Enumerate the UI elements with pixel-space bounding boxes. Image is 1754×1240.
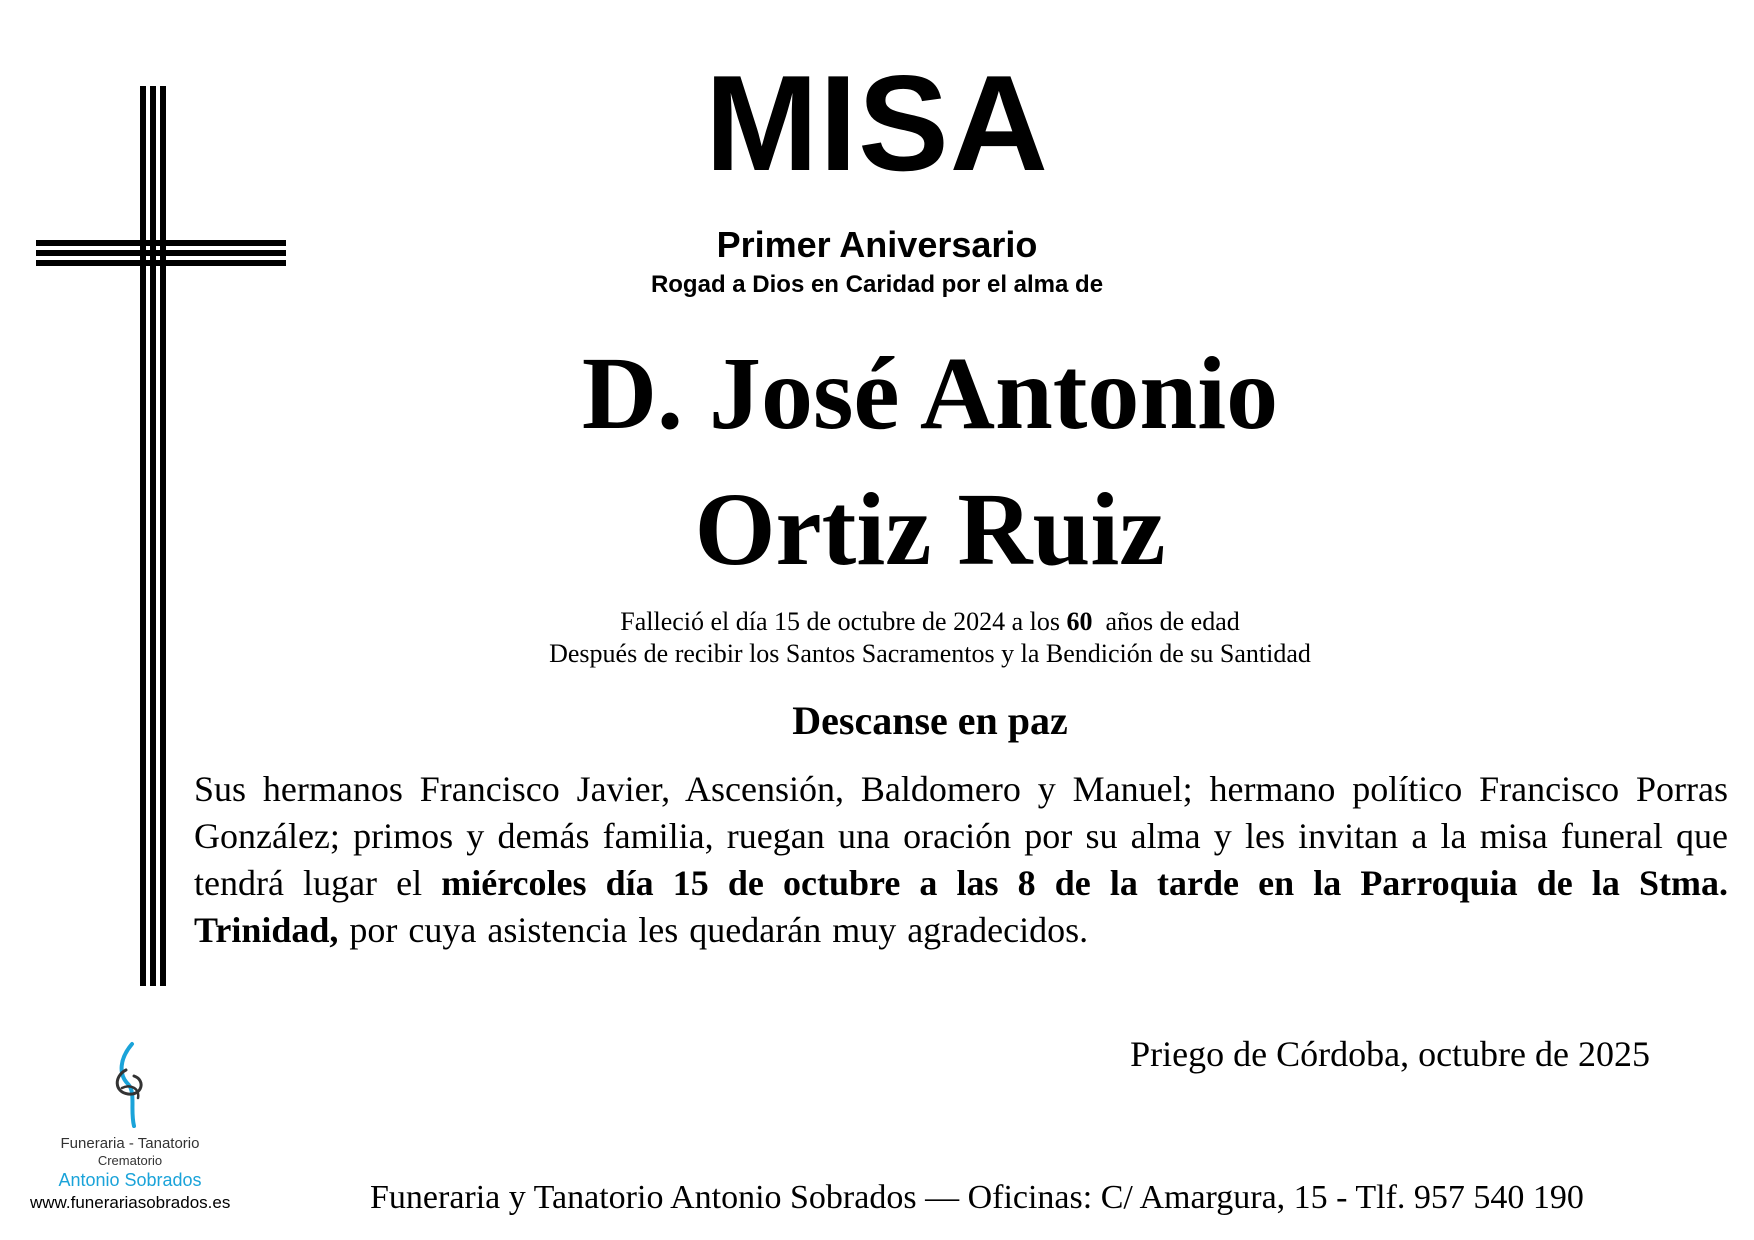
death-date-line bbox=[250, 606, 1610, 638]
footer-contact: Funeraria y Tanatorio Antonio Sobrados — Oficinas: C/ Amargura, 15 - Tlf. 957 540 190 bbox=[370, 1179, 1584, 1216]
death-age-suffix: años de edad bbox=[1092, 607, 1240, 636]
notice-subtitle: Primer Aniversario bbox=[716, 224, 1038, 265]
sacraments-line: Después de recibir los Santos Sacramentos y la Bendición de su Santidad bbox=[549, 639, 1311, 668]
notice-title: MISA bbox=[705, 47, 1049, 199]
deceased-name-line2: Ortiz Ruiz bbox=[694, 472, 1166, 587]
invitation-paragraph bbox=[194, 766, 1728, 954]
death-age: 60 bbox=[1066, 607, 1093, 636]
rest-in-peace: Descanse en paz bbox=[792, 698, 1068, 743]
funeral-home-logo-icon bbox=[100, 1040, 160, 1130]
invitation-mass-details: miércoles día 15 de octubre a las 8 de la tarde en la Parroquia de la Stma. Trinidad, bbox=[194, 863, 1728, 950]
website-link[interactable]: www.funerariasobrados.es bbox=[30, 1193, 231, 1212]
deceased-name-line1: D. José Antonio bbox=[581, 336, 1279, 451]
logo-line-crematorio: Crematorio bbox=[97, 1153, 163, 1168]
place-date: Priego de Córdoba, octubre de 2025 bbox=[1130, 1034, 1650, 1074]
death-date-text: Falleció el día 15 de octubre de 2024 a los bbox=[620, 607, 1067, 636]
invitation-closing: por cuya asistencia les quedarán muy agradecidos. bbox=[338, 910, 1089, 950]
logo-line-funeraria: Funeraria - Tanatorio bbox=[60, 1135, 200, 1152]
prayer-line: Rogad a Dios en Caridad por el alma de bbox=[650, 271, 1104, 298]
death-details bbox=[250, 606, 1610, 670]
invitation-text: Sus hermanos Francisco Javier, Ascensión, Baldomero y Manuel; hermano político Francisco Porras González; primos y demás familia, ruegan una oración por su alma y les invitan a la misa funeral que tendrá lugar el bbox=[194, 769, 1728, 903]
deceased-name bbox=[250, 326, 1610, 598]
logo-line-brand: Antonio Sobrados bbox=[58, 1170, 202, 1190]
